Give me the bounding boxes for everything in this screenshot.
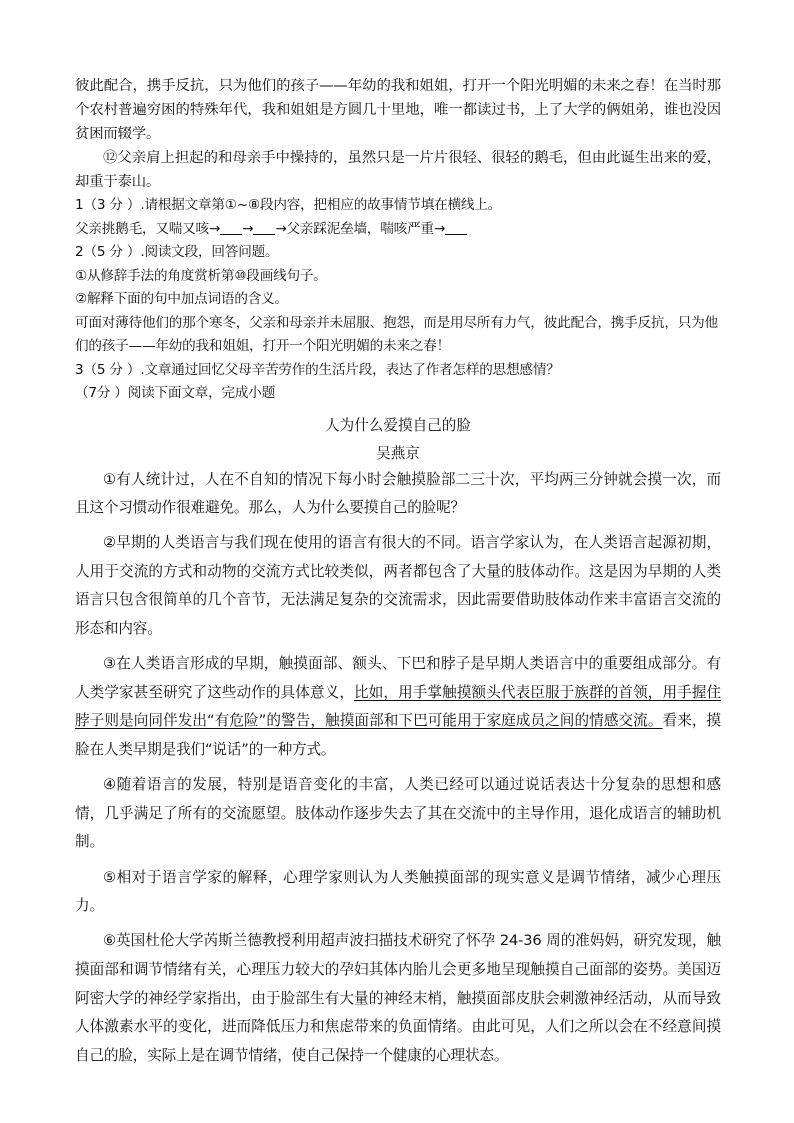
passage-paragraph-11-continued: 彼此配合，携手反抗，只为他们的孩子——年幼的我和姐姐，打开一个阳光明媚的未来之春！在当时那个农村普遍穷困的特殊年代，我和姐姐是方圆几十里地，唯一都读过书，上了大学的俩姐弟，谁也没因贫困而辍学。 (75, 78, 721, 142)
question-2: 2（5 分 ）.阅读文段，回答问题。 (75, 244, 279, 260)
question-2-part-b: ②解释下面的句中加点词语的含义。 (75, 291, 288, 307)
passage-paragraph-12: ⑫父亲肩上担起的和母亲手中操持的，虽然只是一片片很轻、很轻的鹅毛，但由此诞生出来的爱，却重于泰山。 (75, 150, 721, 190)
article-paragraph-5: ⑤相对于语言学家的解释，心理学家则认为人类触摸面部的现实意义是调节情绪，减少心理压力。 (75, 868, 721, 915)
article-paragraph-3 (75, 650, 721, 764)
question-1: 1（3 分 ）.请根据文章第①~⑧段内容，把相应的故事情节填在横线上。 (75, 197, 502, 213)
question-2-part-a: ①从修辞手法的角度赏析第⑩段画线句子。 (75, 267, 327, 284)
paragraph-3-lead: ③在人类语言形成的早期，触摸面部、额头、下巴和脖子是早期人类语言中的重要组成部分。有人类学家甚至研究了这些动作的具体意义， (75, 655, 721, 701)
article-title: 人为什么爱摸自己的脸 (325, 416, 471, 434)
question-3: 3（5 分 ）.文章通过回忆父母辛苦劳作的生活片段，表达了作者怎样的思想感情？ (75, 361, 560, 378)
document-page (75, 74, 721, 1077)
article-paragraph-4: ④随着语言的发展，特别是语音变化的丰富，人类已经可以通过说话表达十分复杂的思想和感情，几乎满足了所有的交流愿望。肢体动作逐步失去了其在交流中的主导作用，退化成语言的辅助机制。 (75, 776, 721, 851)
chain-start: 父亲挑鹅毛，又喘又咳→ (75, 220, 221, 237)
answer-blank-1[interactable] (220, 222, 242, 235)
article-paragraph-6: ⑥英国杜伦大学芮斯兰德教授利用超声波扫描技术研究了怀孕 24-36 周的准妈妈，研究发现，触摸面部和调节情绪有关，心理压力较大的孕妇其体内胎儿会更多地呈现触摸自己面部的姿势。美国迈阿密大学的神经学家指出，由于脸部生有大量的神经末梢，触摸面部皮肤会刺激神经活动，从而导致人体激素水平的变化，进而降低压力和焦虑带来的负面情绪。由此可见，人们之所以会在不经意间摸自己的脸，实际上是在调节情绪，使自己保持一个健康的心理状态。 (75, 932, 721, 1064)
answer-blank-3[interactable] (445, 222, 467, 235)
chain-arrow: → (242, 220, 254, 237)
underlined-sentence: 比如，用手掌触摸额头代表臣服于族群的首领，用手握住脖子则是向同伴发出“有危险”的警告，触摸面部和下巴可能用于家庭成员之间的情感交流。 (75, 683, 721, 730)
article-paragraph-2: ②早期的人类语言与我们现在使用的语言有很大的不同。语言学家认为，在人类语言起源初期，人用于交流的方式和动物的交流方式比较类似，两者都包含了大量的肢体动作。这是因为早期的人类语言只包含很简单的几个音节，无法满足复杂的交流需求，因此需要借助肢体动作来丰富语言交流的形态和内容。 (75, 534, 721, 638)
article-author: 吴燕京 (376, 444, 420, 462)
section-heading: （7分 ）阅读下面文章，完成小题 (75, 385, 276, 401)
chain-middle: →父亲踩泥垒墙，喘咳严重→ (275, 220, 446, 237)
question-1-chain (75, 218, 721, 242)
paragraph-3-tail: 看来，摸脸在人类早期是我们“说话”的一种方式。 (75, 712, 721, 759)
answer-blank-2[interactable] (253, 222, 275, 235)
question-2-quote: 可面对薄待他们的那个寒冬，父亲和母亲并未屈服、抱怨，而是用尽所有力气，彼此配合，携手反抗，只为他们的孩子——年幼的我和姐姐，打开一个阳光明媚的未来之春！ (75, 314, 718, 354)
article-paragraph-1: ①有人统计过，人在不自知的情况下每小时会触摸脸部二三十次，平均两三分钟就会摸一次，而且这个习惯动作很难避免。那么，人为什么要摸自己的脸呢？ (75, 470, 721, 517)
article-body (75, 466, 721, 1071)
